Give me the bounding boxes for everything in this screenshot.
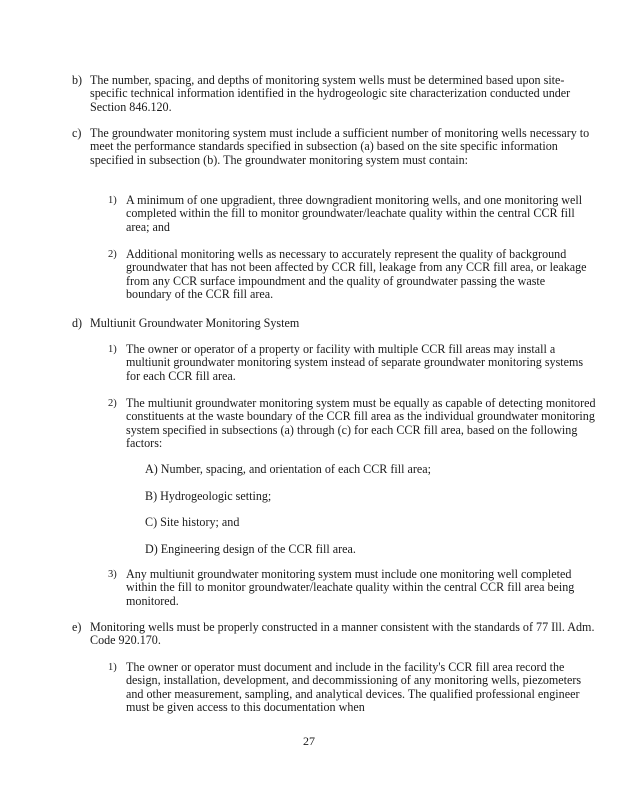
subsection-c-1-label: 1) bbox=[108, 195, 117, 206]
subsection-e-1-text: The owner or operator must document and include in the facility's CCR fill area record the design, installation, development, and decommissioning of any monitoring wells, piezometers and other measurement, sampling, and analytical devices. The qualified professional engineer must be given access to this documentation when bbox=[126, 660, 582, 714]
subsection-b-label: b) bbox=[72, 73, 83, 87]
subsection-c-2 bbox=[108, 248, 588, 301]
subsection-d-3 bbox=[108, 568, 588, 608]
subsection-c-1 bbox=[108, 194, 588, 234]
factor-b bbox=[145, 490, 585, 503]
subsection-c-1-text: A minimum of one upgradient, three downgradient monitoring wells, and one monitoring well completed within the fill to monitor groundwater/leachate quality within the central CCR fill area; and bbox=[126, 193, 583, 234]
subsection-d-1-text: The owner or operator of a property or facility with multiple CCR fill areas may install a multiunit groundwater monitoring system instead of separate groundwater monitoring systems for each CCR fill area. bbox=[126, 342, 584, 383]
factor-a bbox=[145, 463, 585, 476]
subsection-d-1 bbox=[108, 343, 588, 383]
subsection-b bbox=[72, 74, 602, 114]
subsection-c-2-text: Additional monitoring wells as necessary to accurately represent the quality of background groundwater that has not been affected by CCR fill, leakage from any CCR fill area, or leakage from any CCR surface impoundment and the quality of groundwater passing the waste boundary of the CCR fill area. bbox=[126, 247, 587, 301]
factor-b-text: B) Hydrogeologic setting; bbox=[145, 489, 272, 503]
subsection-c-text: The groundwater monitoring system must include a sufficient number of monitoring wells necessary to meet the performance standards specified in subsection (a) based on the site specific information specified in subsection (b). The groundwater monitoring system must contain: bbox=[90, 126, 590, 167]
subsection-e-1-label: 1) bbox=[108, 662, 117, 673]
page-number: 27 bbox=[303, 734, 315, 748]
subsection-d-2-label: 2) bbox=[108, 398, 117, 409]
subsection-c-2-label: 2) bbox=[108, 249, 117, 260]
factor-d-text: D) Engineering design of the CCR fill area. bbox=[145, 542, 356, 556]
subsection-d-3-label: 3) bbox=[108, 569, 117, 580]
factor-c-text: C) Site history; and bbox=[145, 515, 240, 529]
subsection-e-text: Monitoring wells must be properly constructed in a manner consistent with the standards of 77 Ill. Adm. Code 920.170. bbox=[90, 620, 595, 648]
factor-c bbox=[145, 516, 585, 529]
subsection-e-1 bbox=[108, 661, 588, 714]
factor-d bbox=[145, 543, 585, 556]
subsection-d-2-text: The multiunit groundwater monitoring system must be equally as capable of detecting monitored constituents at the waste boundary of the CCR fill area as the individual groundwater monitoring system specified in subsections (a) through (c) for each CCR fill area, based on the following factors: bbox=[126, 396, 596, 450]
subsection-e bbox=[72, 621, 602, 648]
subsection-d-3-text: Any multiunit groundwater monitoring system must include one monitoring well completed within the fill to monitor groundwater/leachate quality within the central CCR fill area being monitored. bbox=[126, 567, 575, 608]
subsection-d-text: Multiunit Groundwater Monitoring System bbox=[90, 316, 300, 330]
subsection-b-text: The number, spacing, and depths of monitoring system wells must be determined based upon site-specific technical information identified in the hydrogeologic site characterization conducted under Section 846.120. bbox=[90, 73, 571, 114]
subsection-d-label: d) bbox=[72, 316, 83, 330]
subsection-d-2 bbox=[108, 397, 598, 450]
subsection-c-label: c) bbox=[72, 126, 82, 140]
subsection-d bbox=[72, 317, 602, 330]
subsection-d-1-label: 1) bbox=[108, 344, 117, 355]
factor-a-text: A) Number, spacing, and orientation of each CCR fill area; bbox=[145, 462, 431, 476]
subsection-c bbox=[72, 127, 602, 167]
subsection-e-label: e) bbox=[72, 620, 82, 634]
